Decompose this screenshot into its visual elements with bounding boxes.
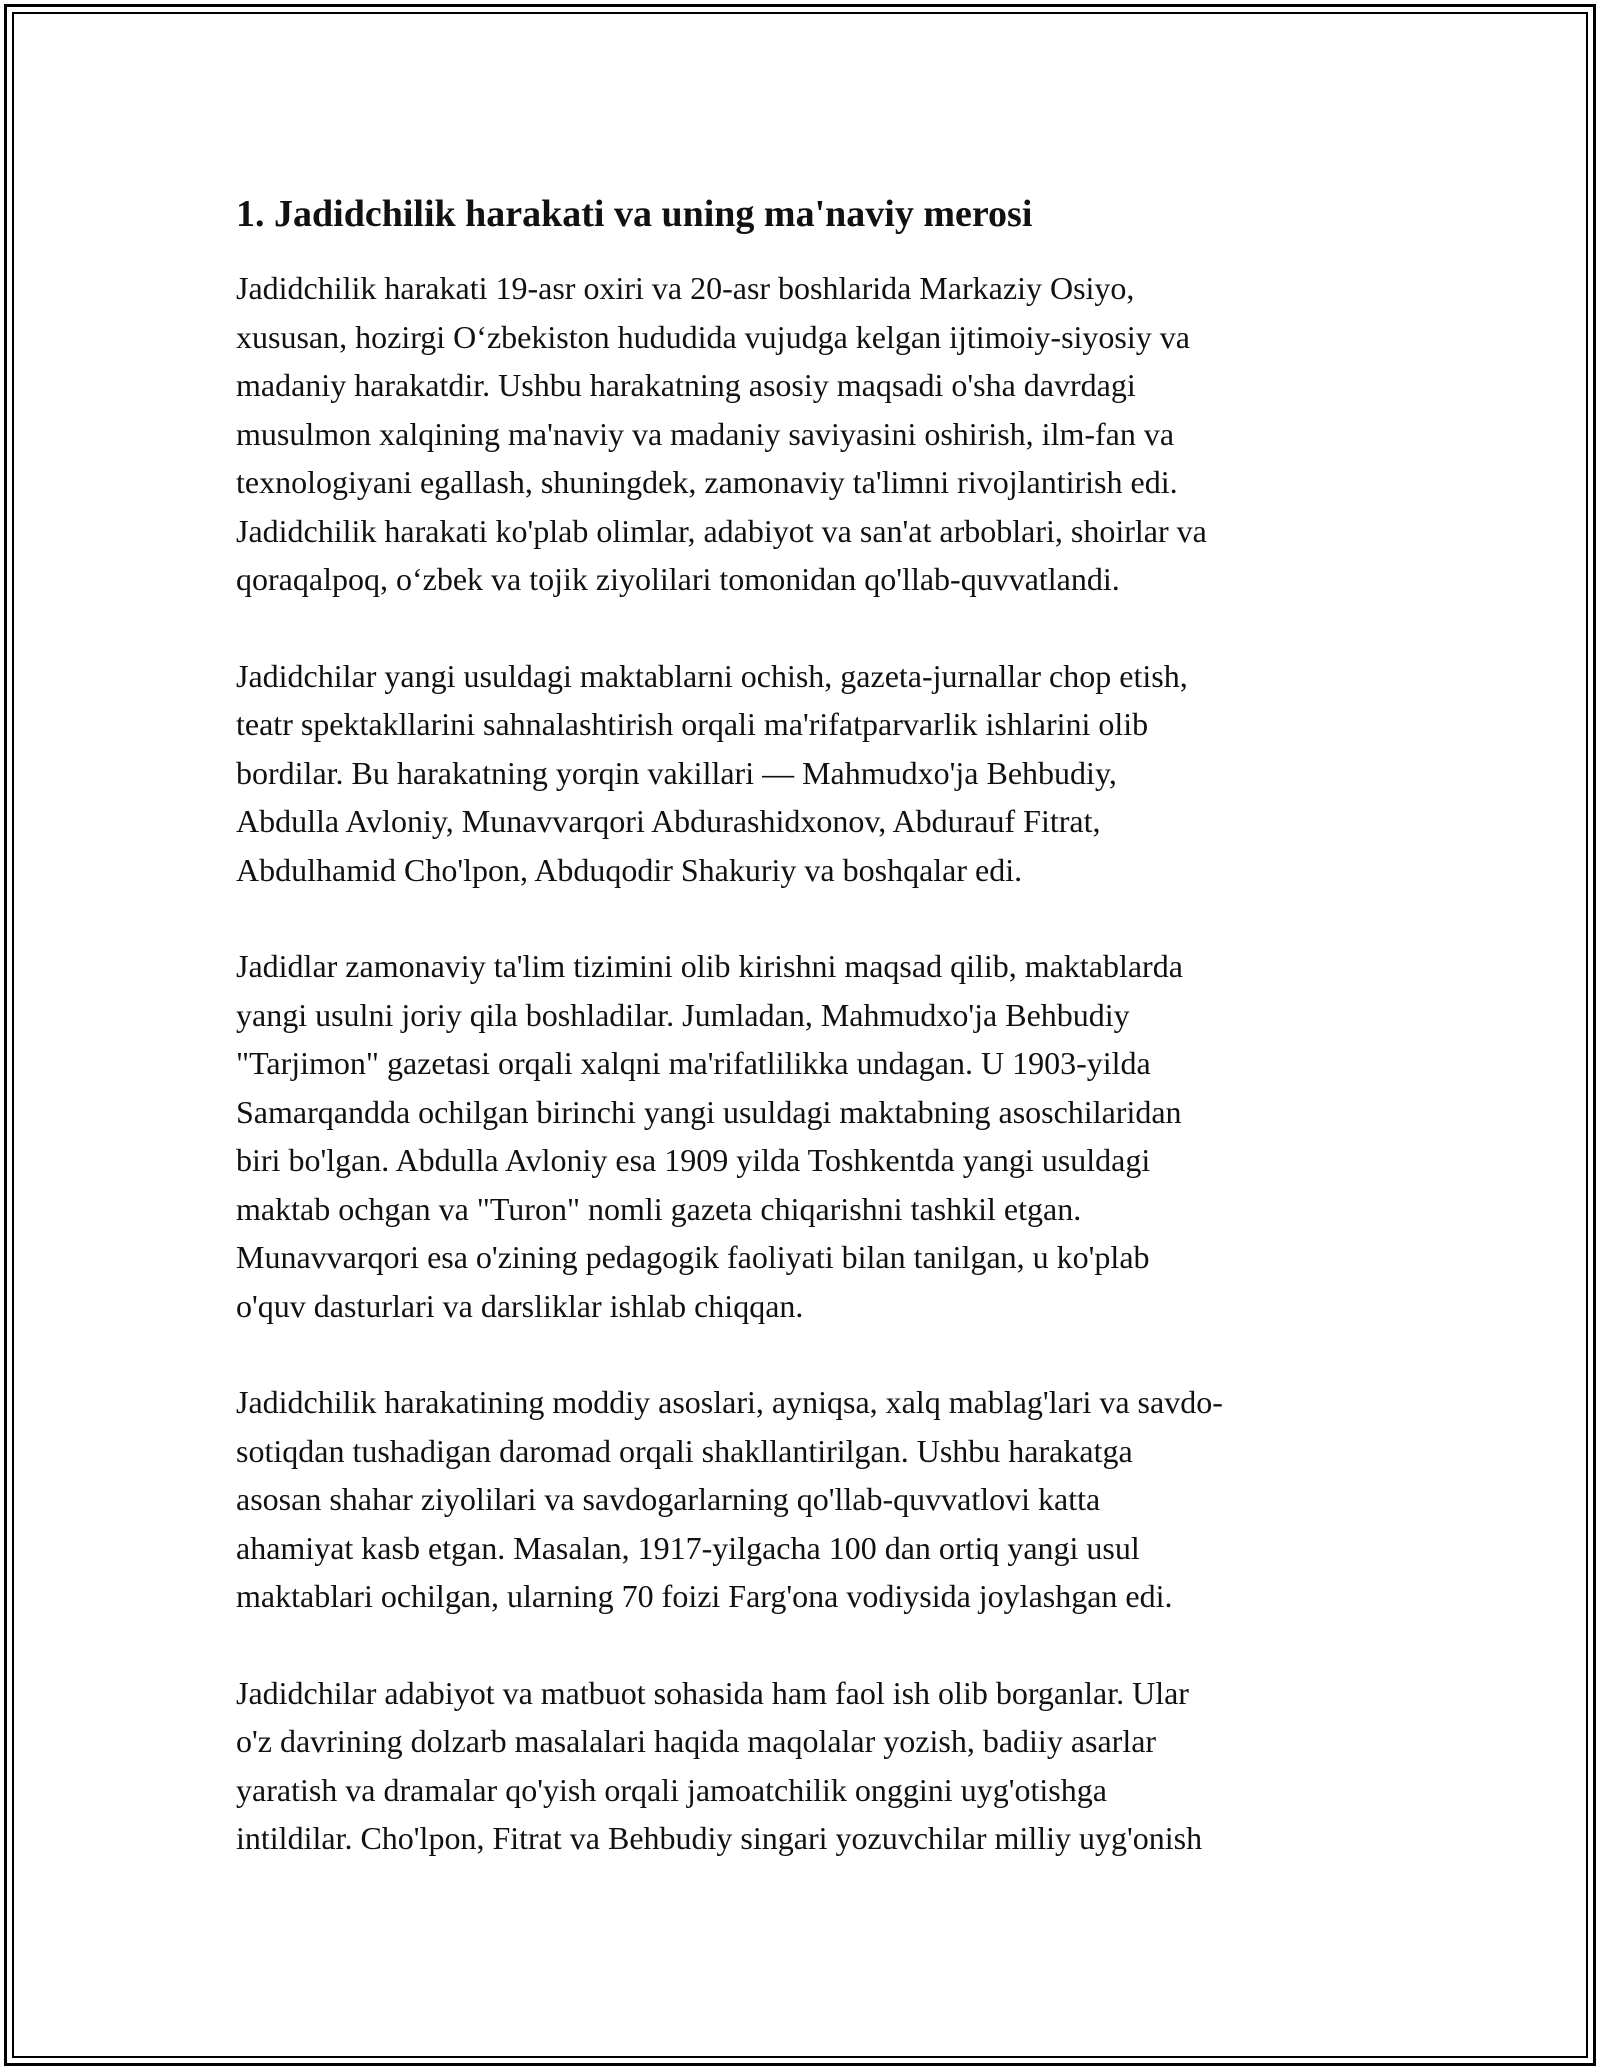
document-body xyxy=(236,188,1376,1911)
document-title: 1. Jadidchilik harakati va uning ma'naviy merosi xyxy=(236,193,1033,235)
paragraph-2: Jadidchilar yangi usuldagi maktablarni ochish, gazeta-jurnallar chop etish, teatr spektakllarini sahnalashtirish orqali ma'rifatparvarlik ishlarini olib bordilar. Bu harakatning yorqin vakillari — Mahmudxo'ja Behbudiy, Abdulla Avloniy, Munavvarqori Abdurashidxonov, Abdurauf Fitrat, Abdulhamid Cho'lpon, Abduqodir Shakuriy va boshqalar edi. xyxy=(236,657,1188,888)
paragraph-3: Jadidlar zamonaviy ta'lim tizimini olib kirishni maqsad qilib, maktablarda yangi usulni joriy qila boshladilar. Jumladan, Mahmudxo'ja Behbudiy "Tarjimon" gazetasi orqali xalqni ma'rifatlilikka undagan. U 1903-yilda Samarqandda ochilgan birinchi yangi usuldagi maktabning asoschilaridan biri bo'lgan. Abdulla Avloniy esa 1909 yilda Toshkentda yangi usuldagi maktab ochgan va "Turon" nomli gazeta chiqarishni tashkil etgan. Munavvarqori esa o'zining pedagogik faoliyati bilan tanilgan, u ko'plab o'quv dasturlari va darsliklar ishlab chiqqan. xyxy=(236,948,1183,1324)
paragraph-1: Jadidchilik harakati 19-asr oxiri va 20-asr boshlarida Markaziy Osiyo, xususan, hozirgi O‘zbekiston hududida vujudga kelgan ijtimoiy-siyosiy va madaniy harakatdir. Ushbu harakatning asosiy maqsadi o'sha davrdagi musulmon xalqining ma'naviy va madaniy saviyasini oshirish, ilm-fan va texnologiyani egallash, shuningdek, zamonaviy ta'limni rivojlantirish edi. Jadidchilik harakati ko'plab olimlar, adabiyot va san'at arboblari, shoirlar va qoraqalpoq, o‘zbek va tojik ziyolilari tomonidan qo'llab-quvvatlandi. xyxy=(236,270,1207,597)
paragraph-5: Jadidchilar adabiyot va matbuot sohasida ham faol ish olib borganlar. Ular o'z davrining dolzarb masalalari haqida maqolalar yozish, badiiy asarlar yaratish va dramalar qo'yish orqali jamoatchilik onggini uyg'otishga intildilar. Cho'lpon, Fitrat va Behbudiy singari yozuvchilar milliy uyg'onish xyxy=(236,1674,1203,1856)
paragraph-4: Jadidchilik harakatining moddiy asoslari, ayniqsa, xalq mablag'lari va savdo- sotiqdan tushadigan daromad orqali shakllantirilgan. Ushbu harakatga asosan shahar ziyolilari va savdogarlarning qo'llab-quvvatlovi katta ahamiyat kasb etgan. Masalan, 1917-yilgacha 100 dan ortiq yangi usul maktablari ochilgan, ularning 70 foizi Farg'ona vodiysida joylashgan edi. xyxy=(236,1384,1223,1614)
